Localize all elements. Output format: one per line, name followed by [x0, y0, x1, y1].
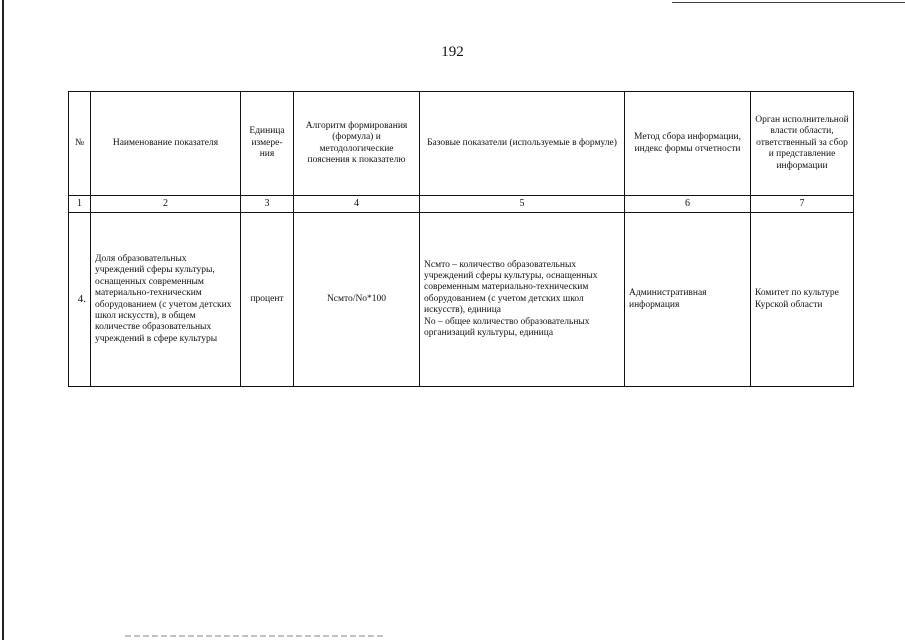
collection-method: Административная информация — [625, 213, 751, 387]
header-number: № — [69, 92, 91, 196]
header-algorithm: Алгоритм формирования (формула) и методологические пояснения к показателю — [294, 92, 420, 196]
scan-artifact — [125, 635, 385, 637]
table-row — [69, 213, 854, 387]
column-number: 5 — [420, 196, 625, 213]
base-indicator-o: Nо – общее количество образовательных организаций культуры, единица — [424, 316, 590, 338]
header-collection-method: Метод сбора информации, индекс формы отчетности — [625, 92, 751, 196]
page-top-edge — [672, 2, 905, 3]
header-base-indicators: Базовые показатели (используемые в формуле) — [420, 92, 625, 196]
column-number: 6 — [625, 196, 751, 213]
column-number: 3 — [241, 196, 294, 213]
page-number: 192 — [441, 44, 464, 60]
column-number: 2 — [91, 196, 241, 213]
base-indicators-cell — [420, 213, 625, 387]
column-number: 1 — [69, 196, 91, 213]
unit-value: процент — [241, 213, 294, 387]
column-number: 7 — [751, 196, 854, 213]
table-header-row — [69, 92, 854, 196]
formula: Nсмто/Nо*100 — [294, 213, 420, 387]
row-number: 4. — [69, 213, 91, 387]
column-number-row — [69, 196, 854, 213]
base-indicator-smto: Nсмто – количество образовательных учреждений сферы культуры, оснащенных современным материально-техническим оборудованием (с учетом детских школ искусств), единица — [424, 259, 598, 316]
indicator-table — [68, 91, 854, 387]
page-left-edge — [2, 0, 4, 640]
header-unit: Единица измере-ния — [241, 92, 294, 196]
header-indicator-name: Наименование показателя — [91, 92, 241, 196]
responsible-organ: Комитет по культуре Курской области — [751, 213, 854, 387]
indicator-name: Доля образовательных учреждений сферы культуры, оснащенных современным материально-техническим оборудованием (с учетом детских школ искусств), в общем количестве образовательных учреждений в сфере культуры — [91, 213, 241, 387]
column-number: 4 — [294, 196, 420, 213]
header-responsible-organ: Орган исполнительной власти области, ответственный за сбор и представление информации — [751, 92, 854, 196]
